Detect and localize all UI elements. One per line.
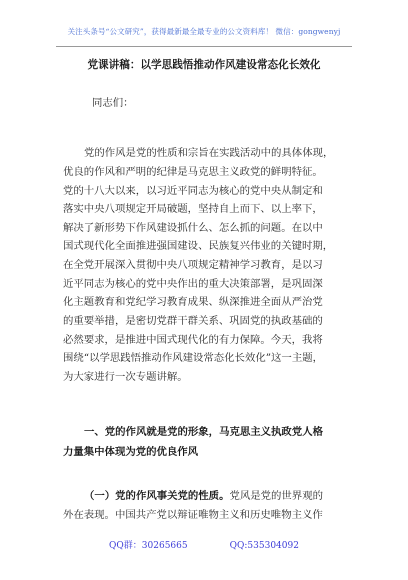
body-line: 国式现代化全面推进强国建设、民族复兴伟业的关键时期，	[63, 240, 334, 252]
body-line: 在全党开展深入贯彻中央八项规定精神学习教育，是以习	[63, 259, 323, 271]
body-line: 力量集中体现为党的优良作风	[63, 446, 199, 458]
header-banner: 关注头条号“公文研究”，获得最新最全最专业的公文资料库！ 微信：gongwenyj	[67, 27, 341, 36]
body-line: 的重要举措，是密切党群干群关系、巩固党的执政基础的	[63, 315, 323, 327]
body-line: 必然要求，是推进中国式现代化的有力保障。今天，我将	[63, 334, 323, 346]
footer-qq-group: QQ群：30265665	[109, 541, 188, 551]
body-line: （一）党的作风事关党的性质。党风是党的世界观的	[84, 490, 323, 502]
body-line: 党的作风是党的性质和宗旨在实践活动中的具体体现，	[84, 147, 334, 159]
body-line: 优良的作风和严明的纪律是马克思主义政党的鲜明特征。	[63, 166, 323, 178]
document-title: 党课讲稿：以学思践悟推动作风建设常态化长效化	[87, 59, 321, 71]
body-line: 解决了新形势下作风建设抓什么、怎么抓的问题。在以中	[63, 222, 323, 234]
body-line: 为大家进行一次专题讲解。	[63, 371, 188, 383]
header-divider	[56, 46, 352, 47]
body-line: 近平同志为核心的党中央作出的重大决策部署，是巩固深	[63, 278, 323, 290]
footer-qq: QQ:535304092	[229, 541, 299, 551]
body-line: 围绕“以学思践悟推动作风建设常态化长效化”这一主题，	[63, 352, 323, 364]
body-line: 落实中央八项规定开局破题，坚持自上而下、以上率下，	[63, 203, 323, 215]
footer-contact	[0, 538, 408, 551]
body-line: 化主题教育和党纪学习教育成果、纵深推进全面从严治党	[63, 296, 323, 308]
salutation: 同志们：	[92, 97, 134, 109]
body-line: 外在表现。中国共产党以辩证唯物主义和历史唯物主义作	[63, 509, 323, 521]
body-line: 一、党的作风就是党的形象，马克思主义执政党人格	[84, 426, 323, 438]
body-line: 党的十八大以来，以习近平同志为核心的党中央从制定和	[63, 185, 323, 197]
